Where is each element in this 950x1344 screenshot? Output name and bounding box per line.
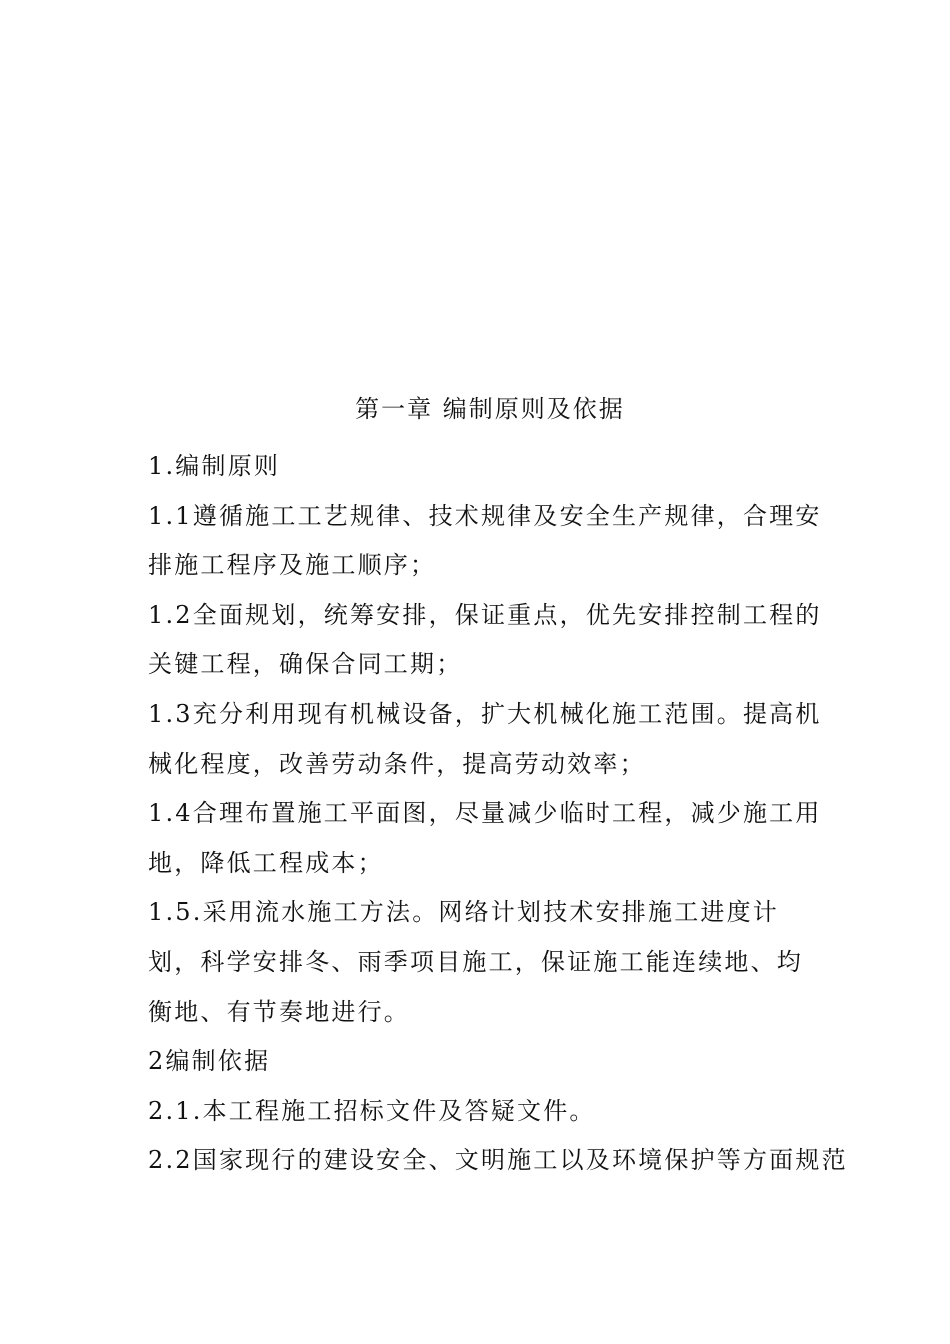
paragraph-line: 1.1遵循施工工艺规律、技术规律及安全生产规律，合理安 — [148, 501, 822, 530]
body-text — [148, 442, 848, 1186]
section-heading-compilation-basis: 2编制依据 — [148, 1047, 271, 1076]
paragraph-line: 1.2全面规划，统筹安排，保证重点，优先安排控制工程的 — [148, 600, 822, 629]
chapter-title: 第一章 编制原则及依据 — [355, 395, 625, 423]
paragraph-line: 衡地、有节奏地进行。 — [148, 997, 410, 1026]
paragraph-line: 1.3充分利用现有机械设备，扩大机械化施工范围。提高机 — [148, 699, 822, 728]
paragraph-line: 械化程度，改善劳动条件，提高劳动效率； — [148, 749, 646, 778]
paragraph-line: 2.2国家现行的建设安全、文明施工以及环境保护等方面规范 — [148, 1146, 848, 1175]
paragraph-line: 1.5.采用流水施工方法。网络计划技术安排施工进度计 — [148, 898, 779, 927]
paragraph-line: 划，科学安排冬、雨季项目施工，保证施工能连续地、均 — [148, 947, 803, 976]
paragraph-line: 排施工程序及施工顺序； — [148, 551, 437, 580]
paragraph-line: 关键工程，确保合同工期； — [148, 650, 463, 679]
paragraph-line: 地，降低工程成本； — [148, 848, 384, 877]
paragraph-line: 2.1.本工程施工招标文件及答疑文件。 — [148, 1096, 596, 1125]
section-heading-compilation-principles: 1.编制原则 — [148, 452, 281, 480]
paragraph-line: 1.4合理布置施工平面图，尽量减少临时工程，减少施工用 — [148, 799, 822, 828]
